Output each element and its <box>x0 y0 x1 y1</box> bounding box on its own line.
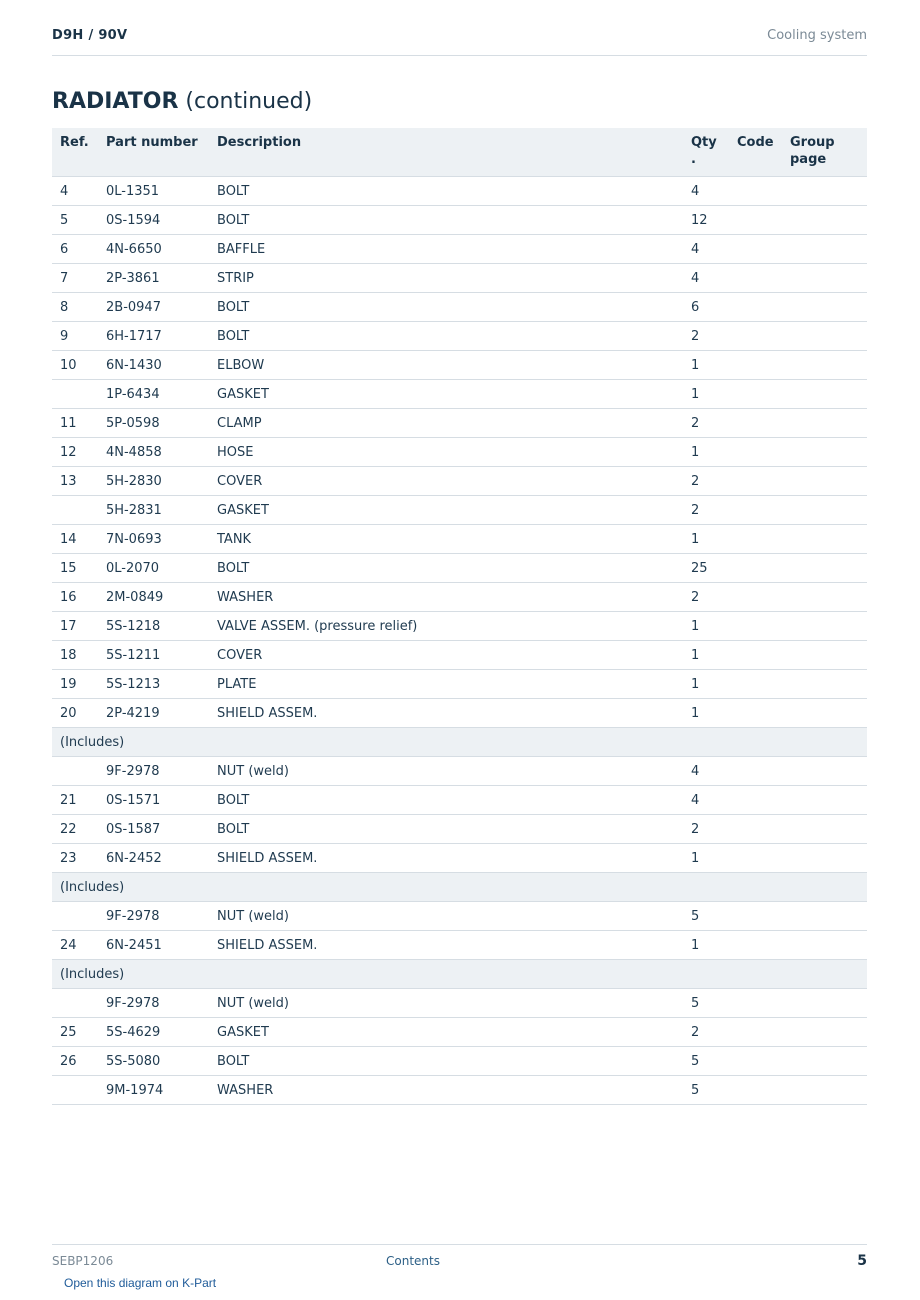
cell-part-number: 5S-1218 <box>98 612 209 641</box>
cell-qty: 6 <box>683 293 729 322</box>
includes-label: (Includes) <box>52 728 867 757</box>
cell-qty: 1 <box>683 380 729 409</box>
includes-row <box>52 728 867 757</box>
cell-qty: 1 <box>683 931 729 960</box>
cell-qty: 5 <box>683 902 729 931</box>
table-row <box>52 815 867 844</box>
cell-ref: 4 <box>52 177 98 206</box>
col-header-code: Code <box>729 128 782 177</box>
cell-ref: 13 <box>52 467 98 496</box>
page-footer <box>52 1244 867 1274</box>
cell-code <box>729 322 782 351</box>
cell-ref: 9 <box>52 322 98 351</box>
cell-ref: 20 <box>52 699 98 728</box>
col-header-part-number: Part number <box>98 128 209 177</box>
cell-part-number: 0S-1594 <box>98 206 209 235</box>
cell-group-page <box>782 757 867 786</box>
cell-ref: 6 <box>52 235 98 264</box>
table-row <box>52 235 867 264</box>
cell-code <box>729 844 782 873</box>
cell-part-number: 6H-1717 <box>98 322 209 351</box>
cell-code <box>729 1047 782 1076</box>
cell-group-page <box>782 554 867 583</box>
cell-description: TANK <box>209 525 683 554</box>
cell-part-number: 1P-6434 <box>98 380 209 409</box>
cell-description: WASHER <box>209 583 683 612</box>
cell-ref: 17 <box>52 612 98 641</box>
model-label: D9H / 90V <box>52 28 128 43</box>
cell-qty: 4 <box>683 264 729 293</box>
page-title <box>52 89 312 114</box>
cell-code <box>729 902 782 931</box>
table-row <box>52 583 867 612</box>
cell-part-number: 4N-4858 <box>98 438 209 467</box>
cell-code <box>729 264 782 293</box>
cell-group-page <box>782 351 867 380</box>
cell-code <box>729 525 782 554</box>
cell-code <box>729 554 782 583</box>
table-row <box>52 670 867 699</box>
cell-part-number: 0L-2070 <box>98 554 209 583</box>
cell-group-page <box>782 786 867 815</box>
page-number: 5 <box>857 1253 867 1269</box>
cell-code <box>729 177 782 206</box>
cell-ref <box>52 757 98 786</box>
cell-description: COVER <box>209 641 683 670</box>
cell-code <box>729 699 782 728</box>
cell-qty: 2 <box>683 496 729 525</box>
document-id: SEBP1206 <box>52 1254 114 1268</box>
cell-qty: 1 <box>683 612 729 641</box>
table-row <box>52 409 867 438</box>
page-header <box>52 28 867 56</box>
cell-qty: 1 <box>683 699 729 728</box>
cell-description: SHIELD ASSEM. <box>209 699 683 728</box>
table-row <box>52 322 867 351</box>
cell-part-number: 2M-0849 <box>98 583 209 612</box>
cell-group-page <box>782 264 867 293</box>
table-row <box>52 438 867 467</box>
cell-description: BAFFLE <box>209 235 683 264</box>
cell-qty: 1 <box>683 670 729 699</box>
table-row <box>52 351 867 380</box>
cell-group-page <box>782 380 867 409</box>
cell-qty: 2 <box>683 322 729 351</box>
contents-link[interactable]: Contents <box>386 1254 440 1268</box>
cell-qty: 1 <box>683 438 729 467</box>
cell-part-number: 0L-1351 <box>98 177 209 206</box>
cell-code <box>729 496 782 525</box>
section-label: Cooling system <box>767 28 867 43</box>
cell-part-number: 0S-1571 <box>98 786 209 815</box>
cell-ref: 8 <box>52 293 98 322</box>
cell-group-page <box>782 235 867 264</box>
cell-qty: 2 <box>683 1018 729 1047</box>
cell-description: WASHER <box>209 1076 683 1105</box>
table-row <box>52 496 867 525</box>
cell-group-page <box>782 467 867 496</box>
cell-group-page <box>782 409 867 438</box>
cell-qty: 2 <box>683 467 729 496</box>
cell-description: BOLT <box>209 177 683 206</box>
cell-group-page <box>782 322 867 351</box>
table-row <box>52 1076 867 1105</box>
includes-label: (Includes) <box>52 873 867 902</box>
table-row <box>52 786 867 815</box>
includes-label: (Includes) <box>52 960 867 989</box>
cell-description: COVER <box>209 467 683 496</box>
cell-description: CLAMP <box>209 409 683 438</box>
includes-row <box>52 960 867 989</box>
cell-description: NUT (weld) <box>209 902 683 931</box>
cell-ref: 19 <box>52 670 98 699</box>
table-row <box>52 525 867 554</box>
cell-description: SHIELD ASSEM. <box>209 844 683 873</box>
cell-code <box>729 670 782 699</box>
table-row <box>52 641 867 670</box>
cell-description: BOLT <box>209 293 683 322</box>
cell-part-number: 5H-2830 <box>98 467 209 496</box>
cell-description: BOLT <box>209 206 683 235</box>
cell-description: BOLT <box>209 554 683 583</box>
cell-qty: 25 <box>683 554 729 583</box>
cell-group-page <box>782 293 867 322</box>
cell-description: GASKET <box>209 496 683 525</box>
cell-part-number: 6N-2452 <box>98 844 209 873</box>
cell-ref: 25 <box>52 1018 98 1047</box>
col-header-ref: Ref. <box>52 128 98 177</box>
cell-ref: 26 <box>52 1047 98 1076</box>
cell-description: GASKET <box>209 1018 683 1047</box>
col-header-description: Description <box>209 128 683 177</box>
table-row <box>52 380 867 409</box>
cell-part-number: 9F-2978 <box>98 989 209 1018</box>
table-row <box>52 467 867 496</box>
cell-group-page <box>782 1047 867 1076</box>
table-row <box>52 177 867 206</box>
cell-group-page <box>782 438 867 467</box>
cell-qty: 1 <box>683 351 729 380</box>
cell-code <box>729 931 782 960</box>
cell-group-page <box>782 525 867 554</box>
cell-qty: 4 <box>683 757 729 786</box>
cell-qty: 4 <box>683 235 729 264</box>
col-header-qty: Qty . <box>683 128 729 177</box>
cell-qty: 1 <box>683 844 729 873</box>
cell-qty: 5 <box>683 1076 729 1105</box>
cell-part-number: 4N-6650 <box>98 235 209 264</box>
cell-part-number: 5S-1211 <box>98 641 209 670</box>
cell-description: BOLT <box>209 815 683 844</box>
cell-ref <box>52 902 98 931</box>
cell-code <box>729 641 782 670</box>
cell-part-number: 9M-1974 <box>98 1076 209 1105</box>
cell-description: NUT (weld) <box>209 757 683 786</box>
cell-ref: 15 <box>52 554 98 583</box>
cell-group-page <box>782 902 867 931</box>
cell-qty: 1 <box>683 525 729 554</box>
title-suffix: (continued) <box>178 89 313 114</box>
cell-description: BOLT <box>209 786 683 815</box>
cell-group-page <box>782 496 867 525</box>
cell-ref: 12 <box>52 438 98 467</box>
cell-qty: 5 <box>683 989 729 1018</box>
cell-code <box>729 351 782 380</box>
cell-code <box>729 989 782 1018</box>
cell-part-number: 5P-0598 <box>98 409 209 438</box>
cell-code <box>729 235 782 264</box>
cell-qty: 2 <box>683 583 729 612</box>
cell-description: SHIELD ASSEM. <box>209 931 683 960</box>
table-row <box>52 989 867 1018</box>
cell-code <box>729 786 782 815</box>
table-row <box>52 1018 867 1047</box>
cell-group-page <box>782 699 867 728</box>
cell-ref: 11 <box>52 409 98 438</box>
cell-ref: 21 <box>52 786 98 815</box>
cell-code <box>729 757 782 786</box>
table-row <box>52 206 867 235</box>
cell-code <box>729 438 782 467</box>
cell-description: VALVE ASSEM. (pressure relief) <box>209 612 683 641</box>
cell-code <box>729 380 782 409</box>
cell-ref: 5 <box>52 206 98 235</box>
cell-ref: 23 <box>52 844 98 873</box>
cell-part-number: 0S-1587 <box>98 815 209 844</box>
cell-ref: 7 <box>52 264 98 293</box>
cell-part-number: 5S-4629 <box>98 1018 209 1047</box>
cell-part-number: 2B-0947 <box>98 293 209 322</box>
cell-code <box>729 612 782 641</box>
table-header-row <box>52 128 867 177</box>
col-header-group-page: Group page <box>782 128 867 177</box>
cell-part-number: 9F-2978 <box>98 902 209 931</box>
table-row <box>52 1047 867 1076</box>
table-row <box>52 757 867 786</box>
cell-ref <box>52 380 98 409</box>
parts-table <box>52 128 867 1105</box>
table-row <box>52 554 867 583</box>
cell-part-number: 6N-1430 <box>98 351 209 380</box>
cell-group-page <box>782 989 867 1018</box>
includes-row <box>52 873 867 902</box>
cell-description: BOLT <box>209 322 683 351</box>
cell-ref: 10 <box>52 351 98 380</box>
cell-qty: 2 <box>683 409 729 438</box>
cell-group-page <box>782 583 867 612</box>
cell-description: BOLT <box>209 1047 683 1076</box>
cell-code <box>729 1018 782 1047</box>
cell-description: ELBOW <box>209 351 683 380</box>
cell-code <box>729 1076 782 1105</box>
cell-part-number: 2P-4219 <box>98 699 209 728</box>
cell-part-number: 5S-5080 <box>98 1047 209 1076</box>
cell-description: STRIP <box>209 264 683 293</box>
cell-qty: 4 <box>683 177 729 206</box>
cell-description: HOSE <box>209 438 683 467</box>
cell-code <box>729 293 782 322</box>
cell-ref <box>52 1076 98 1105</box>
table-row <box>52 844 867 873</box>
cell-group-page <box>782 670 867 699</box>
cell-description: PLATE <box>209 670 683 699</box>
cell-group-page <box>782 641 867 670</box>
cell-group-page <box>782 1076 867 1105</box>
cell-group-page <box>782 844 867 873</box>
table-row <box>52 264 867 293</box>
cell-description: NUT (weld) <box>209 989 683 1018</box>
cell-part-number: 9F-2978 <box>98 757 209 786</box>
cell-group-page <box>782 1018 867 1047</box>
cell-group-page <box>782 206 867 235</box>
cell-ref: 24 <box>52 931 98 960</box>
title-main: RADIATOR <box>52 89 179 114</box>
cell-qty: 12 <box>683 206 729 235</box>
cell-ref: 22 <box>52 815 98 844</box>
cell-part-number: 5S-1213 <box>98 670 209 699</box>
cell-part-number: 7N-0693 <box>98 525 209 554</box>
cell-group-page <box>782 931 867 960</box>
cell-part-number: 6N-2451 <box>98 931 209 960</box>
cell-qty: 1 <box>683 641 729 670</box>
table-row <box>52 931 867 960</box>
cell-ref: 18 <box>52 641 98 670</box>
cell-code <box>729 583 782 612</box>
table-row <box>52 902 867 931</box>
cell-qty: 2 <box>683 815 729 844</box>
table-row <box>52 612 867 641</box>
cell-ref: 14 <box>52 525 98 554</box>
cell-part-number: 2P-3861 <box>98 264 209 293</box>
cell-code <box>729 409 782 438</box>
cell-group-page <box>782 177 867 206</box>
cell-qty: 4 <box>683 786 729 815</box>
cell-qty: 5 <box>683 1047 729 1076</box>
cell-ref <box>52 496 98 525</box>
kpart-link[interactable]: Open this diagram on K-Part <box>64 1276 217 1290</box>
cell-code <box>729 467 782 496</box>
parts-table-body <box>52 177 867 1105</box>
table-row <box>52 293 867 322</box>
cell-group-page <box>782 815 867 844</box>
cell-code <box>729 815 782 844</box>
cell-description: GASKET <box>209 380 683 409</box>
table-row <box>52 699 867 728</box>
cell-part-number: 5H-2831 <box>98 496 209 525</box>
cell-code <box>729 206 782 235</box>
cell-ref <box>52 989 98 1018</box>
cell-ref: 16 <box>52 583 98 612</box>
cell-group-page <box>782 612 867 641</box>
